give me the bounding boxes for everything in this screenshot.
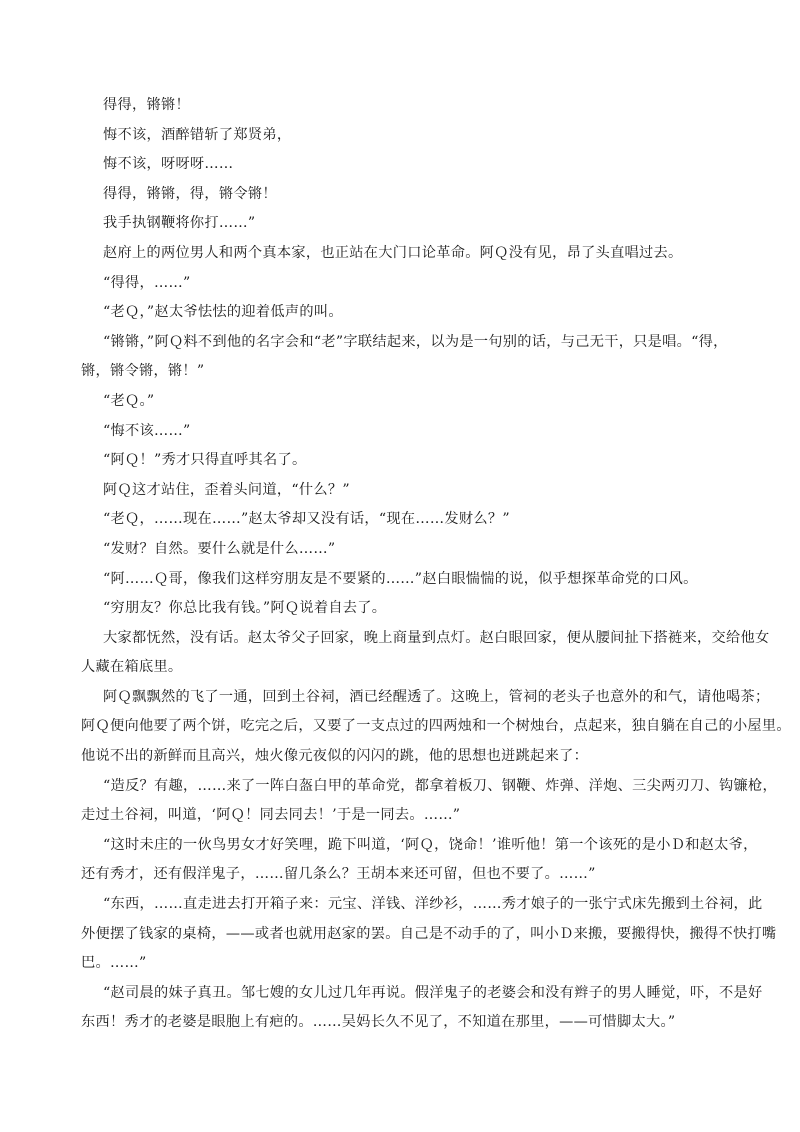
text-line-6: 赵府上的两位男人和两个真本家，也正站在大门口论革命。阿Ｑ没有见，昂了头直唱过去。 bbox=[103, 244, 683, 261]
text-line-25: 走过土谷祠，叫道，‘阿Ｑ！同去同去！’于是一同去。……” bbox=[81, 807, 461, 824]
text-line-14: 阿Ｑ这才站住，歪着头问道，“什么？” bbox=[103, 481, 350, 498]
text-line-12: “悔不该……” bbox=[103, 422, 191, 439]
text-line-22: 阿Ｑ便向他要了两个饼，吃完之后，又要了一支点过的四两烛和一个树烛台，点起来，独自躺在自己的小屋里。 bbox=[81, 718, 791, 735]
text-line-29: 外便摆了钱家的桌椅，——或者也就用赵家的罢。自己是不动手的了，叫小Ｄ来搬，要搬得快，搬得不快打嘴 bbox=[81, 925, 777, 942]
text-line-32: 东西！秀才的老婆是眼胞上有疤的。……吴妈长久不见了，不知道在那里，——可惜脚太大。” bbox=[81, 1014, 676, 1031]
text-line-16: “发财？自然。要什么就是什么……” bbox=[103, 540, 336, 557]
text-line-28: “东西，……直走进去打开箱子来：元宝、洋钱、洋纱衫，……秀才娘子的一张宁式床先搬到土谷祠，此 bbox=[103, 896, 763, 913]
text-line-23: 他说不出的新鲜而且高兴，烛火像元夜似的闪闪的跳，他的思想也迸跳起来了： bbox=[81, 748, 589, 765]
text-line-10: 锵，锵令锵，锵！” bbox=[81, 363, 205, 380]
text-line-19: 大家都怃然，没有话。赵太爷父子回家，晚上商量到点灯。赵白眼回家，便从腰间扯下搭裢来，交给他女 bbox=[103, 629, 770, 646]
text-line-30: 巴。……” bbox=[81, 955, 147, 972]
text-line-4: 得得，锵锵，得，锵令锵！ bbox=[103, 185, 277, 202]
text-line-7: “得得，……” bbox=[103, 274, 191, 291]
text-line-9: “锵锵，”阿Ｑ料不到他的名字会和“老”字联结起来，以为是一句别的话，与己无干，只是唱。“得， bbox=[103, 333, 728, 350]
text-line-13: “阿Ｑ！”秀才只得直呼其名了。 bbox=[103, 452, 307, 469]
text-line-5: 我手执钢鞭将你打……” bbox=[103, 215, 256, 232]
text-line-18: “穷朋友？你总比我有钱。”阿Ｑ说着自去了。 bbox=[103, 600, 387, 617]
text-body bbox=[81, 91, 791, 1038]
text-line-27: 还有秀才，还有假洋鬼子，……留几条么？王胡本来还可留，但也不要了。……” bbox=[81, 866, 596, 883]
text-line-11: “老Ｑ。” bbox=[103, 392, 155, 409]
text-line-15: “老Ｑ，……现在……”赵太爷却又没有话，“现在……发财么？” bbox=[103, 511, 510, 528]
text-line-20: 人藏在箱底里。 bbox=[81, 659, 183, 676]
text-line-8: “老Ｑ，”赵太爷怯怯的迎着低声的叫。 bbox=[103, 304, 343, 321]
text-line-24: “造反？有趣，……来了一阵白盔白甲的革命党，都拿着板刀、钢鞭、炸弹、洋炮、三尖两刃刀、钩镰枪， bbox=[103, 777, 777, 794]
text-line-2: 悔不该，酒醉错斩了郑贤弟， bbox=[103, 126, 292, 143]
text-line-21: 阿Ｑ飘飘然的飞了一通，回到土谷祠，酒已经醒透了。这晚上，管祠的老头子也意外的和气，请他喝茶； bbox=[103, 688, 770, 705]
text-line-17: “阿……Ｑ哥，像我们这样穷朋友是不要紧的……”赵白眼惴惴的说，似乎想探革命党的口风。 bbox=[103, 570, 698, 587]
text-line-26: “这时未庄的一伙鸟男女才好笑哩，跪下叫道，‘阿Ｑ，饶命！’谁听他！第一个该死的是小Ｄ和赵太爷， bbox=[103, 836, 758, 853]
text-line-1: 得得，锵锵！ bbox=[103, 97, 190, 113]
text-line-3: 悔不该，呀呀呀…… bbox=[103, 156, 234, 173]
text-line-31: “赵司晨的妹子真丑。邹七嫂的女儿过几年再说。假洋鬼子的老婆会和没有辫子的男人睡觉，吓，不是好 bbox=[103, 984, 763, 1001]
